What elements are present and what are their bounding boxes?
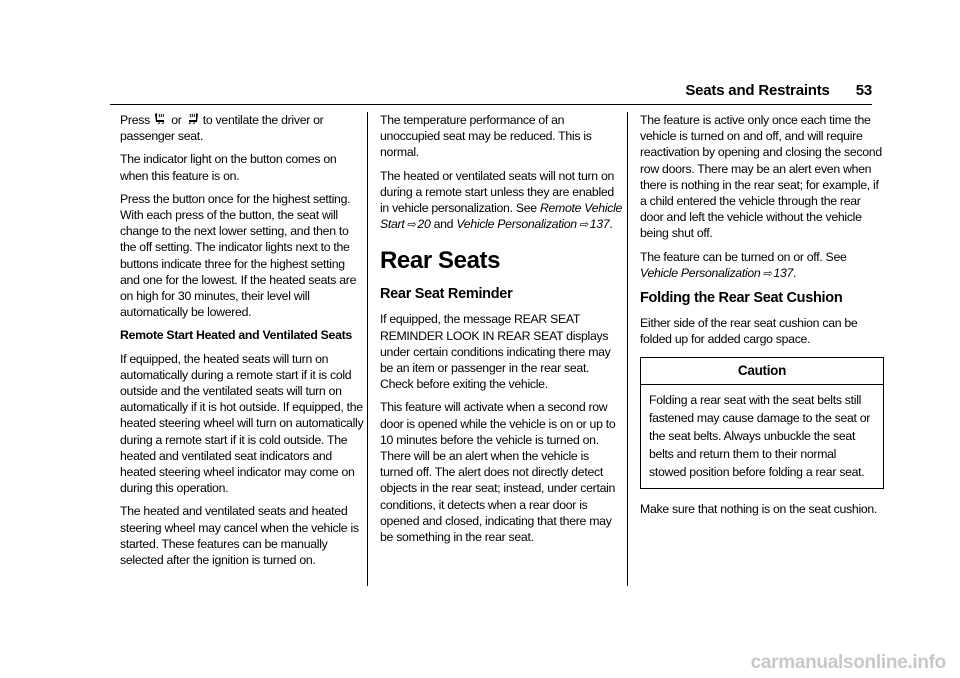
xref-arrow-icon: ⇨ bbox=[578, 219, 588, 232]
text-press: Press bbox=[120, 113, 150, 127]
ventilated-seat-driver-icon bbox=[154, 112, 167, 126]
paragraph-feature-active: The feature is active only once each time the vehicle is turned on and off, and will require reactivation by opening and closing the second row doors. There may be an alert even when there is nothing in the rear seat; for example, if a child entered the vehicle through the rear door and left the vehicle without the vehicle being shut off. bbox=[640, 113, 882, 241]
column-divider-2 bbox=[627, 112, 628, 586]
paragraph-cancel: The heated and ventilated seats and heated steering wheel may cancel when the vehicle is started. These features can be manually selected after the ignition is turned on. bbox=[120, 504, 359, 568]
column-divider-1 bbox=[367, 112, 368, 586]
paragraph-folding-cushion: Either side of the rear seat cushion can be folded up for added cargo space. bbox=[640, 316, 858, 347]
xref-page: 20 bbox=[417, 217, 431, 232]
xref-arrow-icon: ⇨ bbox=[406, 219, 416, 232]
paragraph-indicator-light: The indicator light on the button comes on when this feature is on. bbox=[120, 152, 337, 183]
subsection-title-folding-cushion: Folding the Rear Seat Cushion bbox=[640, 290, 843, 307]
xref-page: 137 bbox=[589, 217, 610, 232]
xref-label: Vehicle Personalization bbox=[456, 217, 577, 232]
paragraph-feature-toggle: The feature can be turned on or off. See Vehicle Personalization ⇨ 137. bbox=[640, 249, 847, 280]
page-header bbox=[110, 80, 872, 106]
page-number: 53 bbox=[855, 82, 872, 99]
xref-label: Remote Vehicle Start bbox=[380, 201, 623, 232]
text-ventilate-rest: to ventilate the driver or passenger seat. bbox=[120, 113, 324, 144]
text-feature-toggle: The feature can be turned on or off. See bbox=[640, 249, 847, 264]
caution-body: Folding a rear seat with the seat belts still fastened may cause damage to the seat or the seat belts. Always unbuckle the seat belts and return them to their normal stowed position before folding a rear seat. bbox=[649, 392, 871, 480]
xref-label: Vehicle Personalization bbox=[640, 265, 761, 280]
paragraph-remote-not-enabled: The heated or ventilated seats will not turn on during a remote start unless they are enabled in vehicle personalization. See Remote Vehicle Start ⇨ 20 and Vehicle Personalization ⇨ 137. bbox=[380, 168, 623, 232]
header-title: Seats and Restraints bbox=[685, 82, 830, 99]
paragraph-seat-cushion-check: Make sure that nothing is on the seat cushion. bbox=[640, 501, 878, 516]
text-not-enabled: The heated or ventilated seats will not turn on during a remote start unless they are enabled in vehicle personalization. See bbox=[380, 168, 615, 216]
caution-box bbox=[640, 357, 884, 488]
paragraph-ventilate bbox=[120, 112, 364, 144]
xref-vehicle-personalization[interactable] bbox=[456, 217, 609, 231]
text-or: or bbox=[171, 113, 182, 127]
section-title-rear-seats: Rear Seats bbox=[380, 247, 501, 275]
heading-remote-start-seats: Remote Start Heated and Ventilated Seats bbox=[120, 328, 352, 343]
column-2 bbox=[380, 112, 624, 552]
paragraph-settings: Press the button once for the highest setting. With each press of the button, the seat will change to the next lower setting, and then to the off setting. The indicator lights next to the buttons indicate three for the highest setting and one for the lowest. If the heated seats are on high for 30 minutes, their level will automatically be lowered. bbox=[120, 191, 357, 320]
xref-vehicle-personalization[interactable] bbox=[640, 266, 793, 280]
watermark: carmanualsonline.info bbox=[750, 652, 946, 673]
running-header bbox=[685, 82, 872, 99]
xref-arrow-icon: ⇨ bbox=[762, 267, 772, 280]
paragraph-temperature: The temperature performance of an unoccupied seat may be reduced. This is normal. bbox=[380, 113, 592, 160]
ventilated-seat-passenger-icon bbox=[186, 112, 199, 126]
column-3 bbox=[640, 112, 884, 524]
subsection-title-rear-seat-reminder: Rear Seat Reminder bbox=[380, 286, 513, 303]
header-rule bbox=[110, 104, 872, 105]
xref-page: 137 bbox=[773, 265, 794, 280]
text-and: and bbox=[433, 217, 454, 232]
paragraph-reminder-activation: This feature will activate when a second row door is opened while the vehicle is on or up to 10 minutes before the vehicle is turned on. There will be an alert when the vehicle is turned off. The alert does not directly detect objects in the rear seat; instead, under certain conditions, it detects when a rear door is opened and closed, indicating that there may be something in the rear seat. bbox=[380, 400, 616, 545]
paragraph-remote-start: If equipped, the heated seats will turn on automatically during a remote start if it is cold outside and the ventilated seats will turn on automatically if it is hot outside. If equipped, the heated steering wheel will turn on automatically during a remote start if it is cold outside. The heated and ventilated seat indicators and heated steering wheel indicator may come on during this operation. bbox=[120, 351, 364, 496]
column-1 bbox=[120, 112, 364, 575]
caution-title: Caution bbox=[641, 358, 883, 384]
paragraph-reminder-message: If equipped, the message REAR SEAT REMINDER LOOK IN REAR SEAT displays under certain conditions indicating there may be an item or passenger in the rear seat. Check before exiting the vehicle. bbox=[380, 312, 611, 392]
